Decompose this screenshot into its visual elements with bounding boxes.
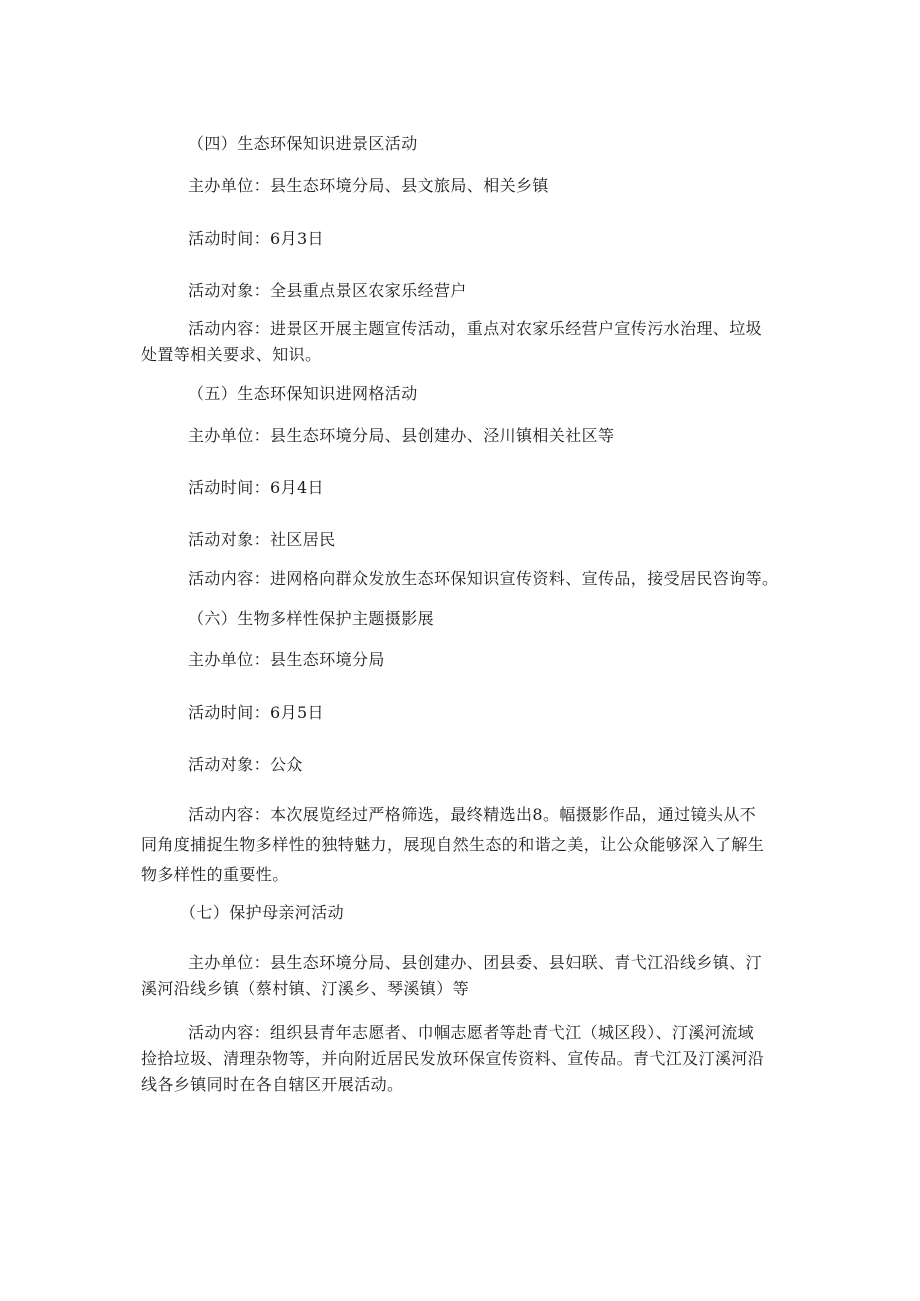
section-7-content-line-3: 线各乡镇同时在各自辖区开展活动。 xyxy=(141,1075,404,1094)
section-5-heading: （五）生态环保知识进网格活动 xyxy=(188,384,418,403)
section-4-content-line-1: 活动内容：进景区开展主题宣传活动，重点对农家乐经营户宣传污水治理、垃圾 xyxy=(188,319,763,338)
section-6-time: 活动时间：6月5日 xyxy=(188,703,324,722)
section-7-content-line-1: 活动内容：组织县青年志愿者、巾帼志愿者等赴青弋江（城区段）、汀溪河流域 xyxy=(188,1023,755,1042)
section-6-content-line-1: 活动内容：本次展览经过严格筛选，最终精选出8。幅摄影作品，通过镜头从不 xyxy=(188,805,757,824)
section-6-organizer: 主办单位：县生态环境分局 xyxy=(188,650,385,669)
section-5-target: 活动对象：社区居民 xyxy=(188,530,336,549)
section-6-heading: （六）生物多样性保护主题摄影展 xyxy=(188,609,435,628)
section-7-content-line-2: 捡拾垃圾、清理杂物等，并向附近居民发放环保宣传资料、宣传品。青弋江及汀溪河沿 xyxy=(141,1049,765,1068)
section-4-content-line-2: 处置等相关要求、知识。 xyxy=(141,345,322,364)
section-6-content-line-2: 同角度捕捉生物多样性的独特魅力，展现自然生态的和谐之美，让公众能够深入了解生 xyxy=(141,835,765,854)
section-5-time: 活动时间：6月4日 xyxy=(188,478,324,497)
section-4-time: 活动时间：6月3日 xyxy=(188,229,324,248)
section-5-organizer: 主办单位：县生态环境分局、县创建办、泾川镇相关社区等 xyxy=(188,426,615,445)
section-6-target: 活动对象：公众 xyxy=(188,755,303,774)
section-4-organizer: 主办单位：县生态环境分局、县文旅局、相关乡镇 xyxy=(188,176,549,195)
section-4-target: 活动对象：全县重点景区农家乐经营户 xyxy=(188,281,467,300)
section-7-organizer-line-2: 溪河沿线乡镇（蔡村镇、汀溪乡、琴溪镇）等 xyxy=(141,979,470,998)
section-7-heading: （七）保护母亲河活动 xyxy=(180,903,345,922)
section-4-heading: （四）生态环保知识进景区活动 xyxy=(188,134,418,153)
section-6-content-line-3: 物多样性的重要性。 xyxy=(141,865,289,884)
section-5-content-line-1: 活动内容：进网格向群众发放生态环保知识宣传资料、宣传品，接受居民咨询等。 xyxy=(188,569,779,588)
section-7-organizer-line-1: 主办单位：县生态环境分局、县创建办、团县委、县妇联、青弋江沿线乡镇、汀 xyxy=(188,953,763,972)
